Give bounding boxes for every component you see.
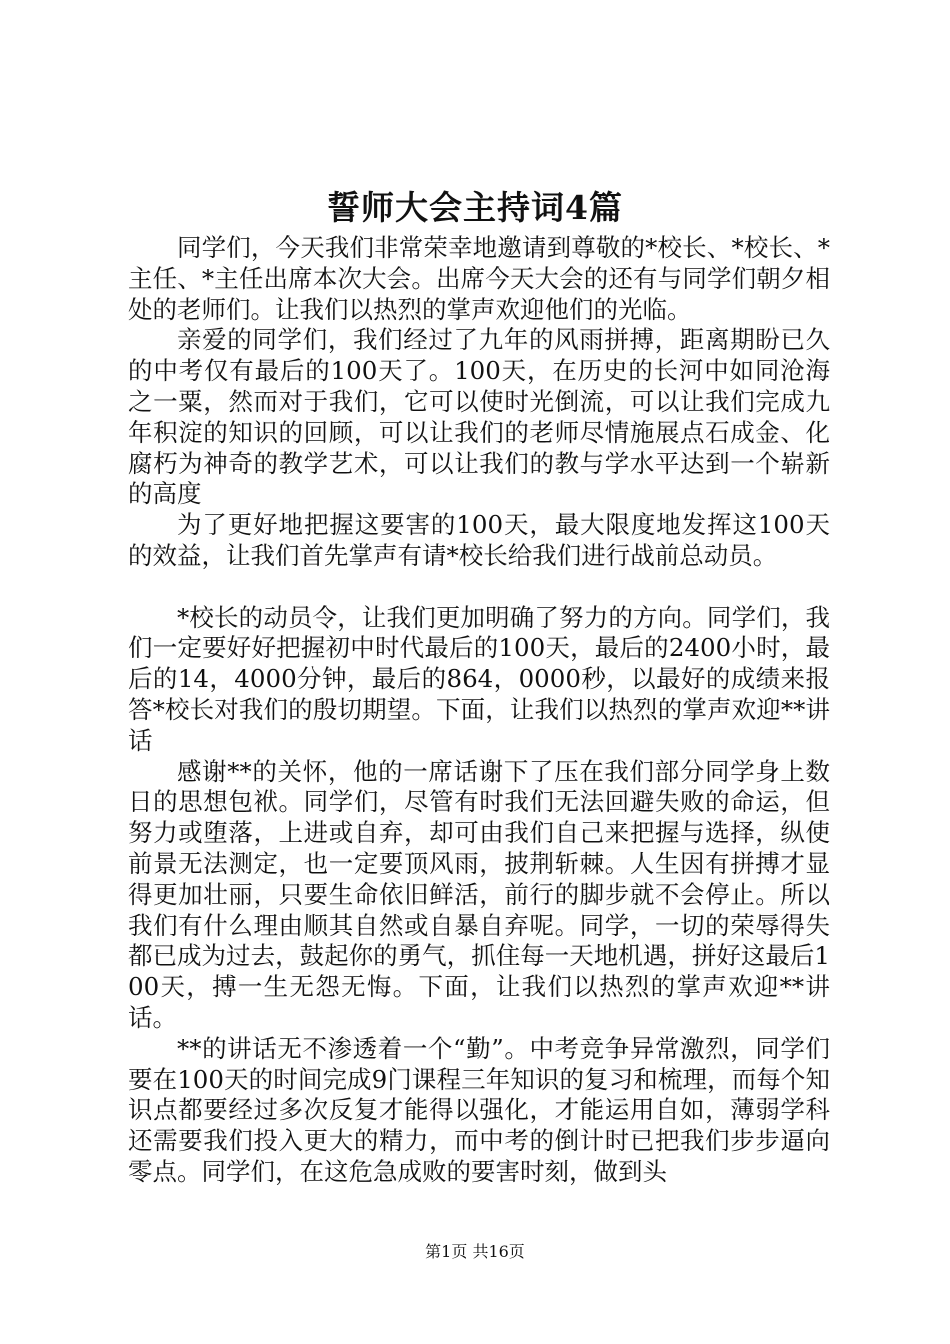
page-number: 第1页 共16页 <box>425 1242 525 1261</box>
paragraph-principal-invite: 为了更好地把握这要害的100天，最大限度地发挥这100天的效益，让我们首先掌声有请*校长给我们进行战前总动员。 <box>128 510 830 570</box>
paragraph-hundred-days: 亲爱的同学们，我们经过了九年的风雨拼搏，距离期盼已久的中考仅有最后的100天了。100天，在历史的长河中如同沧海之一粟，然而对于我们，它可以使时光倒流，可以让我们完成九年积淀的知识的回顾，可以让我们的老师尽情施展点石成金、化腐朽为神奇的教学艺术，可以让我们的教与学水平达到一个崭新的高度 <box>128 325 830 509</box>
paragraph-welcome: 同学们，今天我们非常荣幸地邀请到尊敬的*校长、*校长、*主任、*主任出席本次大会。出席今天大会的还有与同学们朝夕相处的老师们。让我们以热烈的掌声欢迎他们的光临。 <box>128 233 830 324</box>
document-title: 誓师大会主持词4篇 <box>327 188 623 227</box>
paragraph-thanks: 感谢**的关怀，他的一席话谢下了压在我们部分同学身上数日的思想包袱。同学们，尽管有时我们无法回避失败的命运，但努力或堕落，上进或自弃，却可由我们自己来把握与选择，纵使前景无法测定，也一定要顶风雨，披荆斩棘。人生因有拼搏才显得更加壮丽，只要生命依旧鲜活，前行的脚步就不会停止。所以我们有什么理由顺其自然或自暴自弃呢。同学，一切的荣辱得失都已成为过去，鼓起你的勇气，抓住每一天地机遇，拼好这最后100天，搏一生无怨无悔。下面，让我们以热烈的掌声欢迎**讲话。 <box>128 756 830 1032</box>
document-body <box>128 233 830 1188</box>
paragraph-diligence: **的讲话无不渗透着一个“勤”。中考竞争异常激烈，同学们要在100天的时间完成9门课程三年知识的复习和梳理，而每个知识点都要经过多次反复才能得以强化，才能运用自如，薄弱学科还需要我们投入更大的精力，而中考的倒计时已把我们步步逼向零点。同学们，在这危急成败的要害时刻，做到头 <box>128 1033 830 1186</box>
paragraph-mobilization: *校长的动员令，让我们更加明确了努力的方向。同学们，我们一定要好好把握初中时代最后的100天，最后的2400小时，最后的14，4000分钟，最后的864，0000秒，以最好的成绩来报答*校长对我们的殷切期望。下面，让我们以热烈的掌声欢迎**讲话 <box>128 602 830 755</box>
